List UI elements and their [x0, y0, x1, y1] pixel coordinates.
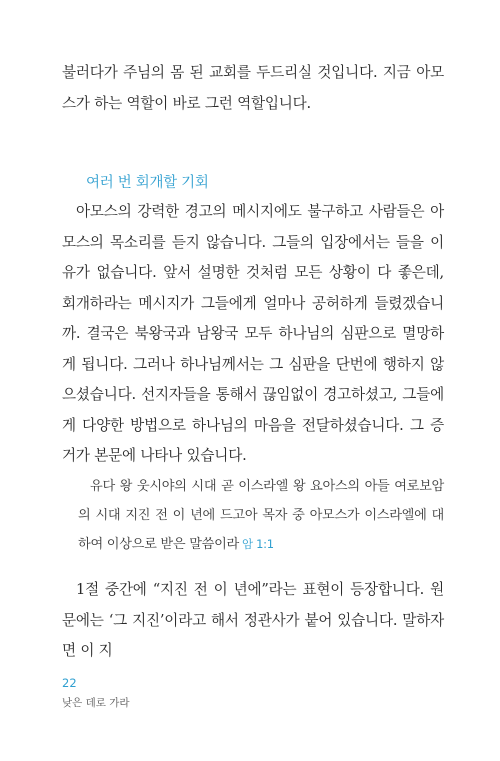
- page-number: 22: [62, 676, 77, 690]
- book-title: 낮은 데로 가라: [62, 697, 130, 709]
- section-heading: 여러 번 회개할 기회: [86, 175, 209, 191]
- scripture-reference: 암 1:1: [241, 537, 274, 551]
- top-paragraph: 불러다가 주님의 몸 된 교회를 두드리실 것입니다. 지금 아모스가 하는 역할이 바로 그런 역할입니다.: [62, 64, 444, 112]
- body-paragraph: 아모스의 강력한 경고의 메시지에도 불구하고 사람들은 아모스의 목소리를 듣지 않습니다. 그들의 입장에서는 들을 이유가 없습니다. 앞서 설명한 것처럼 모든 상황이 다 좋은데, 회개하라는 메시지가 그들에게 얼마나 공허하게 들렸겠습니까. 결국은 북왕국과 남왕국 모두 하나님의 심판으로 멸망하게 됩니다. 그러나 하나님께서는 그 심판을 단번에 행하지 않으셨습니다. 선지자들을 통해서 끊임없이 경고하셨고, 그들에게 다양한 방법으로 하나님의 마음을 전달하셨습니다. 그 증거가 본문에 나타나 있습니다.: [62, 203, 444, 464]
- scripture-quote: [78, 472, 444, 559]
- scripture-quote-text: 유다 왕 웃시야의 시대 곧 이스라엘 왕 요아스의 아들 여로보암의 시대 지진 전 이 년에 드고아 목자 중 아모스가 이스라엘에 대하여 이상으로 받은 말씀이라: [78, 479, 444, 552]
- bottom-paragraph: 1절 중간에 “지진 전 이 년에”라는 표현이 등장합니다. 원문에는 ‘그 지진’이라고 해서 정관사가 붙어 있습니다. 말하자면 이 지: [62, 581, 444, 659]
